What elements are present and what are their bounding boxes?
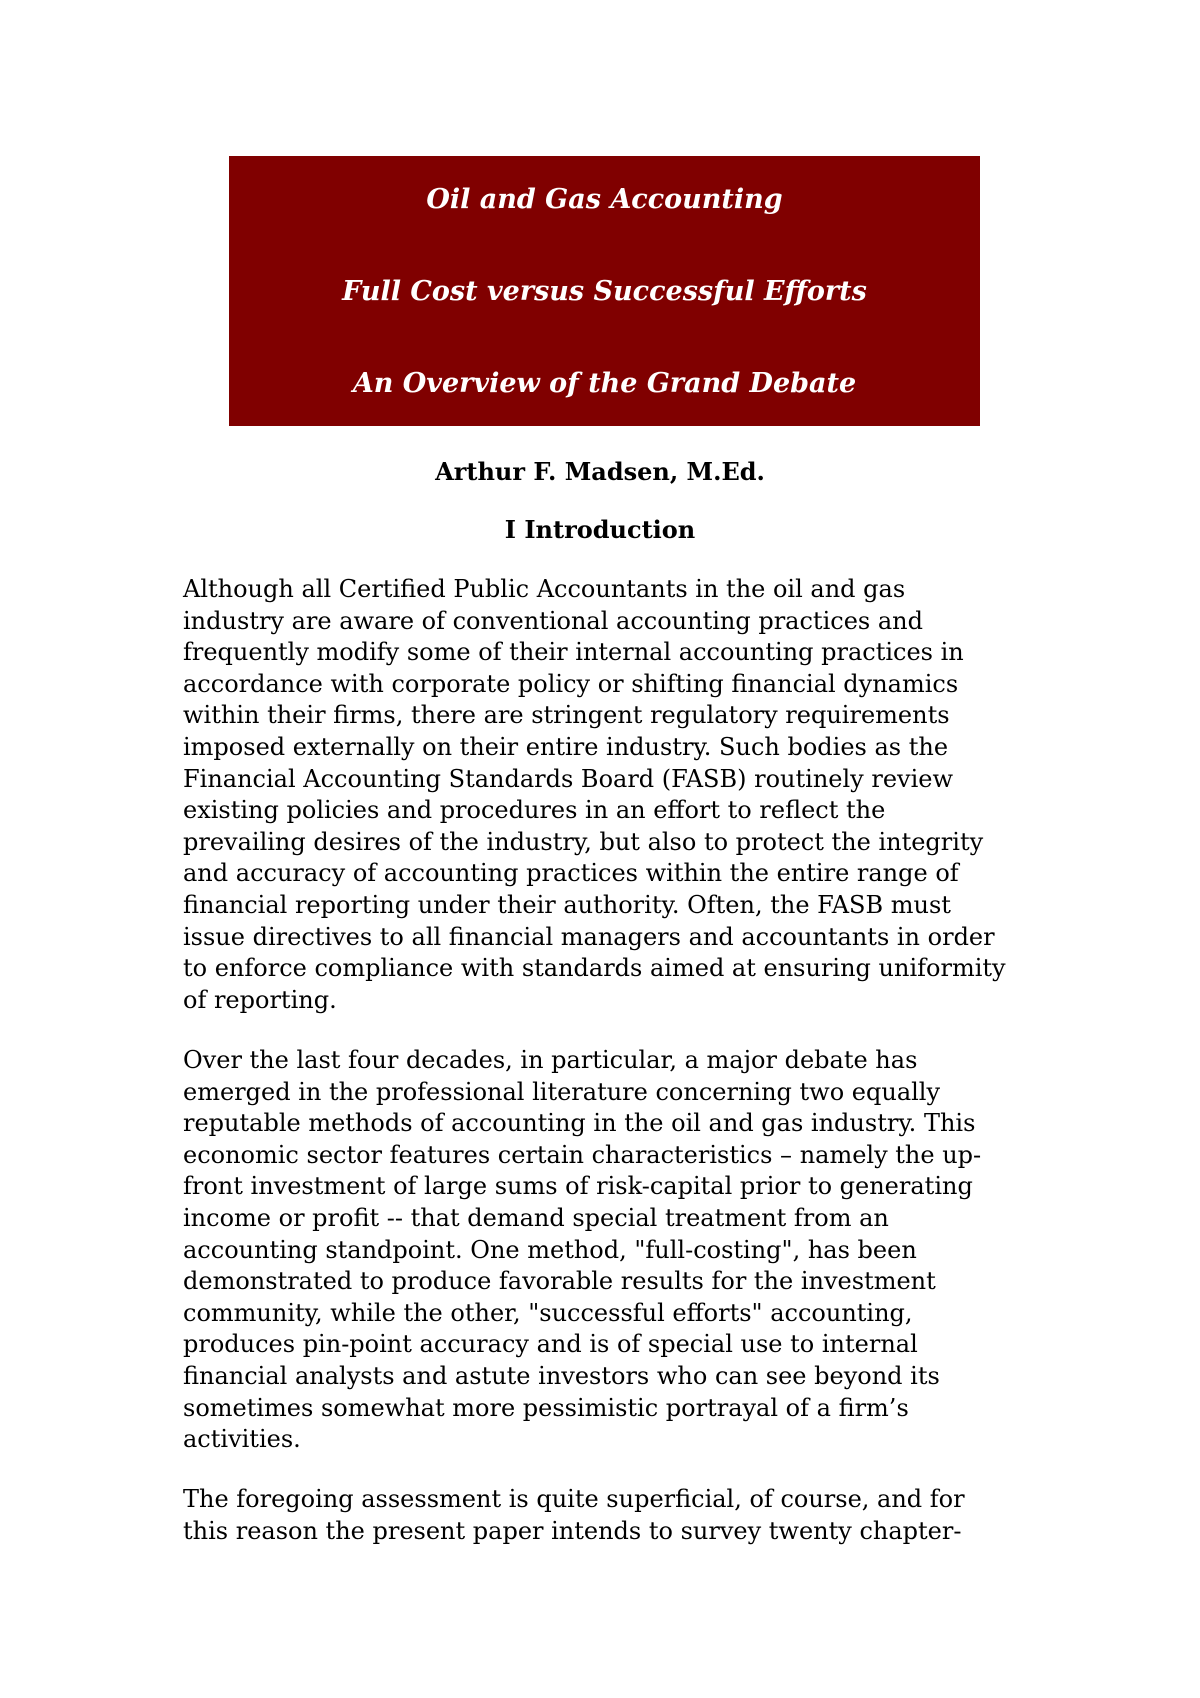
paragraph-line: imposed externally on their entire industry. Such bodies as the <box>183 732 949 761</box>
paragraph-1 <box>183 574 1043 1016</box>
paragraph-line: sometimes somewhat more pessimistic portrayal of a firm’s <box>183 1393 909 1422</box>
paragraph-line: produces pin-point accuracy and is of special use to internal <box>183 1330 918 1359</box>
paragraph-line: The foregoing assessment is quite superficial, of course, and for <box>183 1485 965 1513</box>
paragraph-line: prevailing desires of the industry, but also to protect the integrity <box>183 827 984 856</box>
paragraph-line: of reporting. <box>183 985 337 1014</box>
paragraph-line: Although all Certified Public Accountants in the oil and gas <box>183 575 906 603</box>
title-line-1: Oil and Gas Accounting <box>426 184 783 215</box>
title-line-2: Full Cost versus Successful Efforts <box>342 276 867 307</box>
paragraph-line: to enforce compliance with standards aimed at ensuring uniformity <box>183 954 1006 983</box>
paragraph-line: Over the last four decades, in particular, a major debate has <box>183 1046 918 1074</box>
paragraph-line: income or profit -- that demand special treatment from an <box>183 1203 889 1232</box>
paragraph-line: reputable methods of accounting in the oil and gas industry. This <box>183 1109 976 1138</box>
section-heading: I Introduction <box>504 515 696 544</box>
paragraph-line: emerged in the professional literature concerning two equally <box>183 1077 941 1106</box>
paragraph-line: this reason the present paper intends to survey twenty chapter- <box>183 1516 962 1545</box>
paragraph-line: within their firms, there are stringent regulatory requirements <box>183 701 950 730</box>
paragraph-3 <box>183 1484 1043 1547</box>
paragraph-line: demonstrated to produce favorable results for the investment <box>183 1267 936 1296</box>
paragraph-line: financial analysts and astute investors who can see beyond its <box>183 1361 940 1390</box>
paragraph-2 <box>183 1045 1043 1456</box>
paragraph-line: economic sector features certain characteristics – namely the up- <box>183 1140 982 1169</box>
title-line-3: An Overview of the Grand Debate <box>352 368 857 399</box>
paragraph-line: and accuracy of accounting practices within the entire range of <box>183 859 959 888</box>
paragraph-line: frequently modify some of their internal accounting practices in <box>183 638 964 667</box>
paragraph-line: existing policies and procedures in an effort to reflect the <box>183 796 886 825</box>
paragraph-line: financial reporting under their authority. Often, the FASB must <box>183 890 951 919</box>
paragraph-line: accordance with corporate policy or shifting financial dynamics <box>183 669 959 698</box>
author-byline: Arthur F. Madsen, M.Ed. <box>435 457 765 486</box>
paragraph-line: activities. <box>183 1425 301 1454</box>
paragraph-line: accounting standpoint. One method, "full-costing", has been <box>183 1235 917 1264</box>
title-banner <box>229 156 980 426</box>
paragraph-line: issue directives to all financial managers and accountants in order <box>183 922 995 951</box>
paragraph-line: community, while the other, "successful efforts" accounting, <box>183 1298 913 1327</box>
paragraph-line: front investment of large sums of risk-capital prior to generating <box>183 1172 973 1201</box>
paragraph-line: industry are aware of conventional accounting practices and <box>183 606 923 635</box>
paragraph-line: Financial Accounting Standards Board (FASB) routinely review <box>183 764 954 793</box>
